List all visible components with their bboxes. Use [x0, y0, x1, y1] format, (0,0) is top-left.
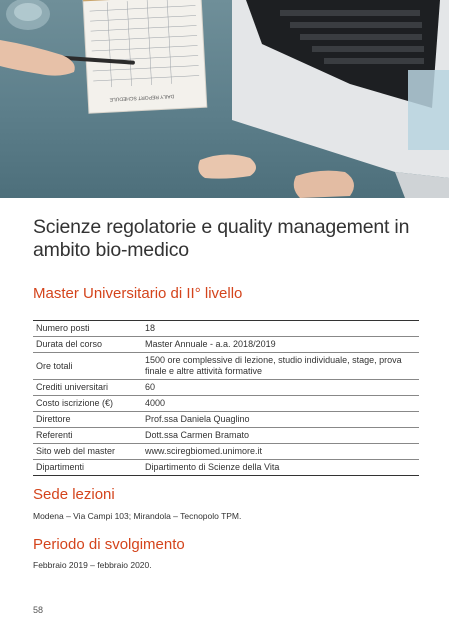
hand-left-shape — [0, 40, 75, 76]
table-cell-value: 18 — [142, 321, 419, 337]
sede-heading: Sede lezioni — [33, 486, 115, 503]
clipboard-shape — [83, 0, 207, 113]
laptop-shape — [232, 0, 449, 198]
sede-text: Modena – Via Campi 103; Mirandola – Tecnopolo TPM. — [33, 511, 242, 521]
clipboard-label: DAILY REPORT SCHEDULE — [109, 92, 175, 103]
table-row — [33, 412, 419, 428]
table-cell-value: www.sciregbiomed.unimore.it — [142, 444, 419, 460]
table-row — [33, 428, 419, 444]
table-row — [33, 460, 419, 476]
table-cell-value: 60 — [142, 380, 419, 396]
page-number: 58 — [33, 605, 44, 615]
table-cell-value: Prof.ssa Daniela Quaglino — [142, 412, 419, 428]
table-cell-key: Crediti universitari — [33, 380, 142, 396]
table-row — [33, 380, 419, 396]
desk-photo-illustration — [0, 0, 449, 198]
table-cell-key: Costo iscrizione (€) — [33, 396, 142, 412]
table-cell-value: Master Annuale - a.a. 2018/2019 — [142, 337, 419, 353]
table-row — [33, 353, 419, 380]
table-cell-value: 4000 — [142, 396, 419, 412]
hero-image — [0, 0, 449, 198]
table-cell-value: Dipartimento di Scienze della Vita — [142, 460, 419, 476]
periodo-text: Febbraio 2019 – febbraio 2020. — [33, 560, 152, 570]
table-cell-value: Dott.ssa Carmen Bramato — [142, 428, 419, 444]
table-row — [33, 321, 419, 337]
table-row — [33, 396, 419, 412]
master-subtitle: Master Universitario di II° livello — [33, 285, 243, 302]
page-title: Scienze regolatorie e quality management in ambito bio-medico — [33, 216, 410, 261]
table-row — [33, 444, 419, 460]
table-cell-key: Referenti — [33, 428, 142, 444]
table-cell-key: Numero posti — [33, 321, 142, 337]
table-cell-key: Ore totali — [33, 353, 142, 380]
table-cell-key: Dipartimenti — [33, 460, 142, 476]
table-cell-key: Direttore — [33, 412, 142, 428]
table-cell-key: Durata del corso — [33, 337, 142, 353]
table-cell-value: 1500 ore complessive di lezione, studio individuale, stage, prova finale e altre attività formative — [142, 353, 419, 380]
table-row — [33, 337, 419, 353]
course-info-table — [33, 320, 419, 476]
periodo-heading: Periodo di svolgimento — [33, 536, 185, 553]
hand-right-shape — [198, 154, 256, 178]
table-cell-key: Sito web del master — [33, 444, 142, 460]
